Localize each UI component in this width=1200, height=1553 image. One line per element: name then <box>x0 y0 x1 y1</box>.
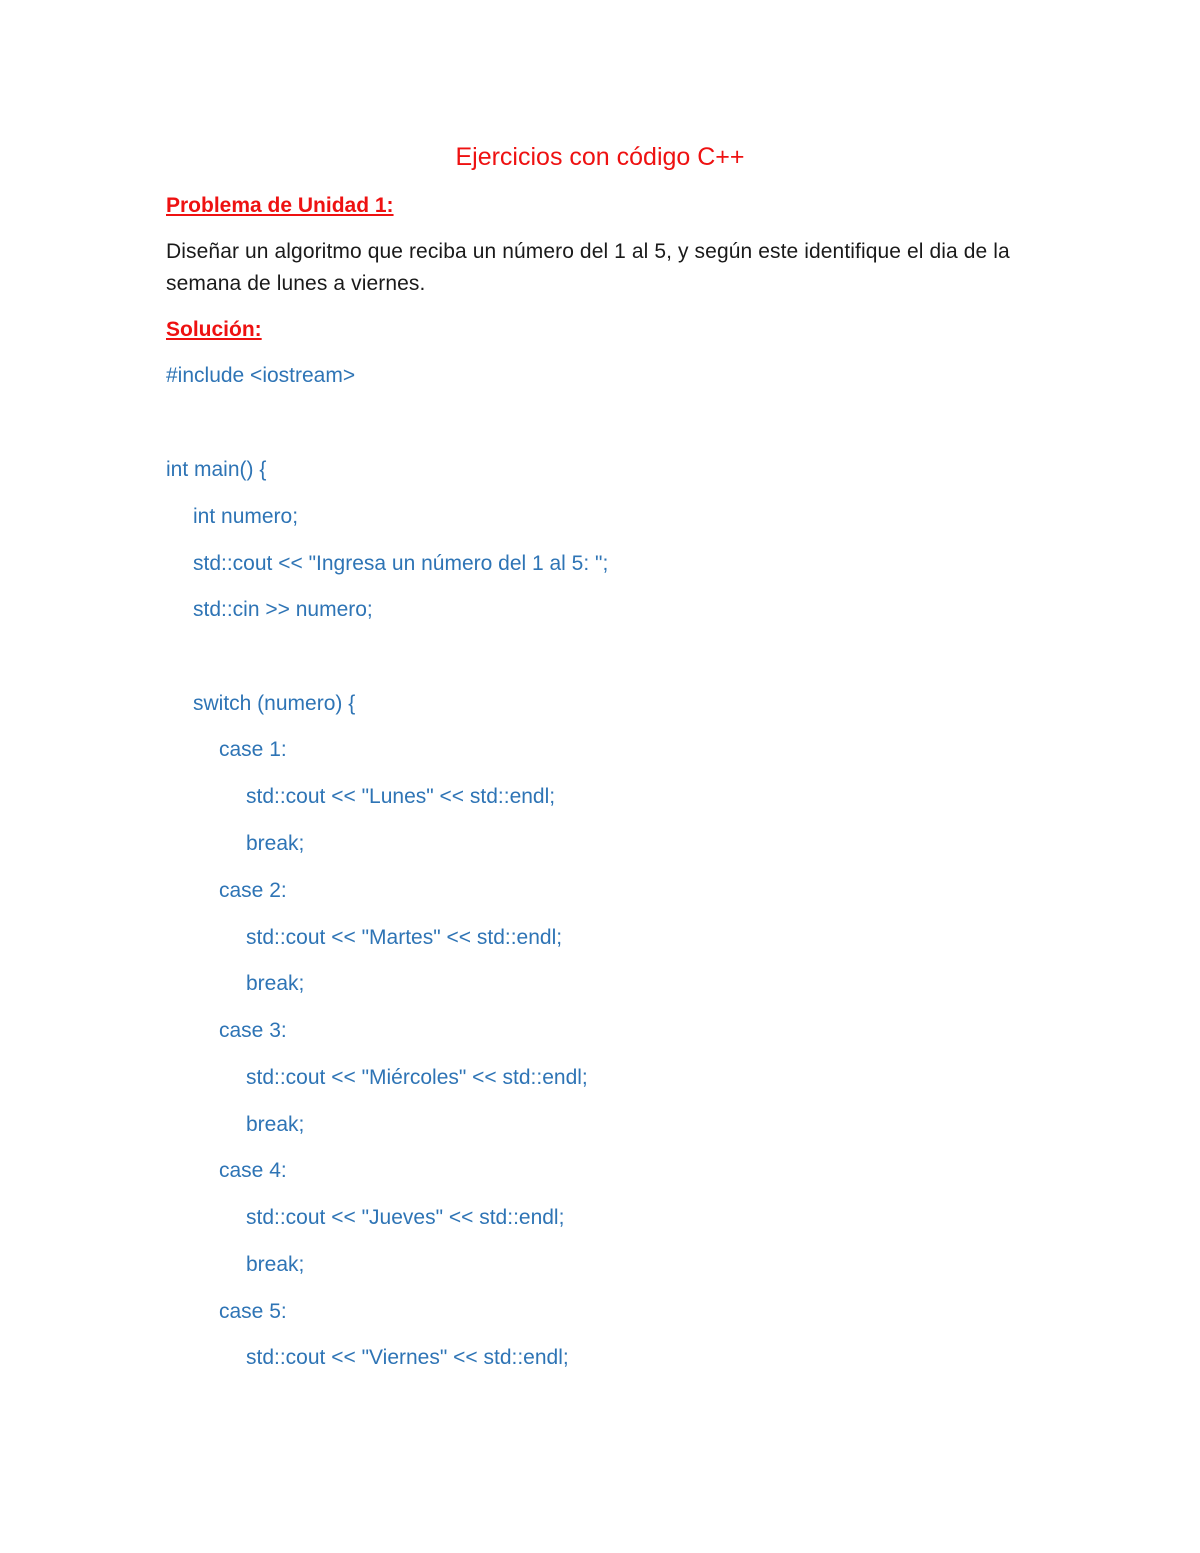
code-line: std::cout << "Martes" << std::endl; <box>246 926 563 949</box>
code-line: std::cout << "Ingresa un número del 1 al 5: "; <box>193 552 609 575</box>
code-line: switch (numero) { <box>193 692 356 715</box>
code-line: case 5: <box>219 1300 287 1323</box>
code-line: break; <box>246 1113 305 1136</box>
code-line: case 3: <box>219 1019 287 1042</box>
code-line: case 4: <box>219 1159 287 1182</box>
page-title: Ejercicios con código C++ <box>455 143 745 171</box>
code-line: break; <box>246 972 305 995</box>
code-line: std::cout << "Lunes" << std::endl; <box>246 785 556 808</box>
code-line: case 1: <box>219 738 287 761</box>
code-line: std::cout << "Viernes" << std::endl; <box>246 1346 569 1369</box>
code-line: std::cin >> numero; <box>193 598 373 621</box>
solution-heading: Solución: <box>166 318 262 341</box>
code-line: std::cout << "Jueves" << std::endl; <box>246 1206 565 1229</box>
problem-heading: Problema de Unidad 1: <box>166 194 394 217</box>
code-line: int main() { <box>166 458 267 481</box>
code-line: case 2: <box>219 879 287 902</box>
code-line: break; <box>246 832 305 855</box>
problem-statement: Diseñar un algoritmo que reciba un número del 1 al 5, y según este identifique el dia de la semana de lunes a viernes. <box>166 240 1010 295</box>
code-line: break; <box>246 1253 305 1276</box>
code-line: #include <iostream> <box>166 364 356 387</box>
code-line: int numero; <box>193 505 299 528</box>
code-line: std::cout << "Miércoles" << std::endl; <box>246 1066 588 1089</box>
